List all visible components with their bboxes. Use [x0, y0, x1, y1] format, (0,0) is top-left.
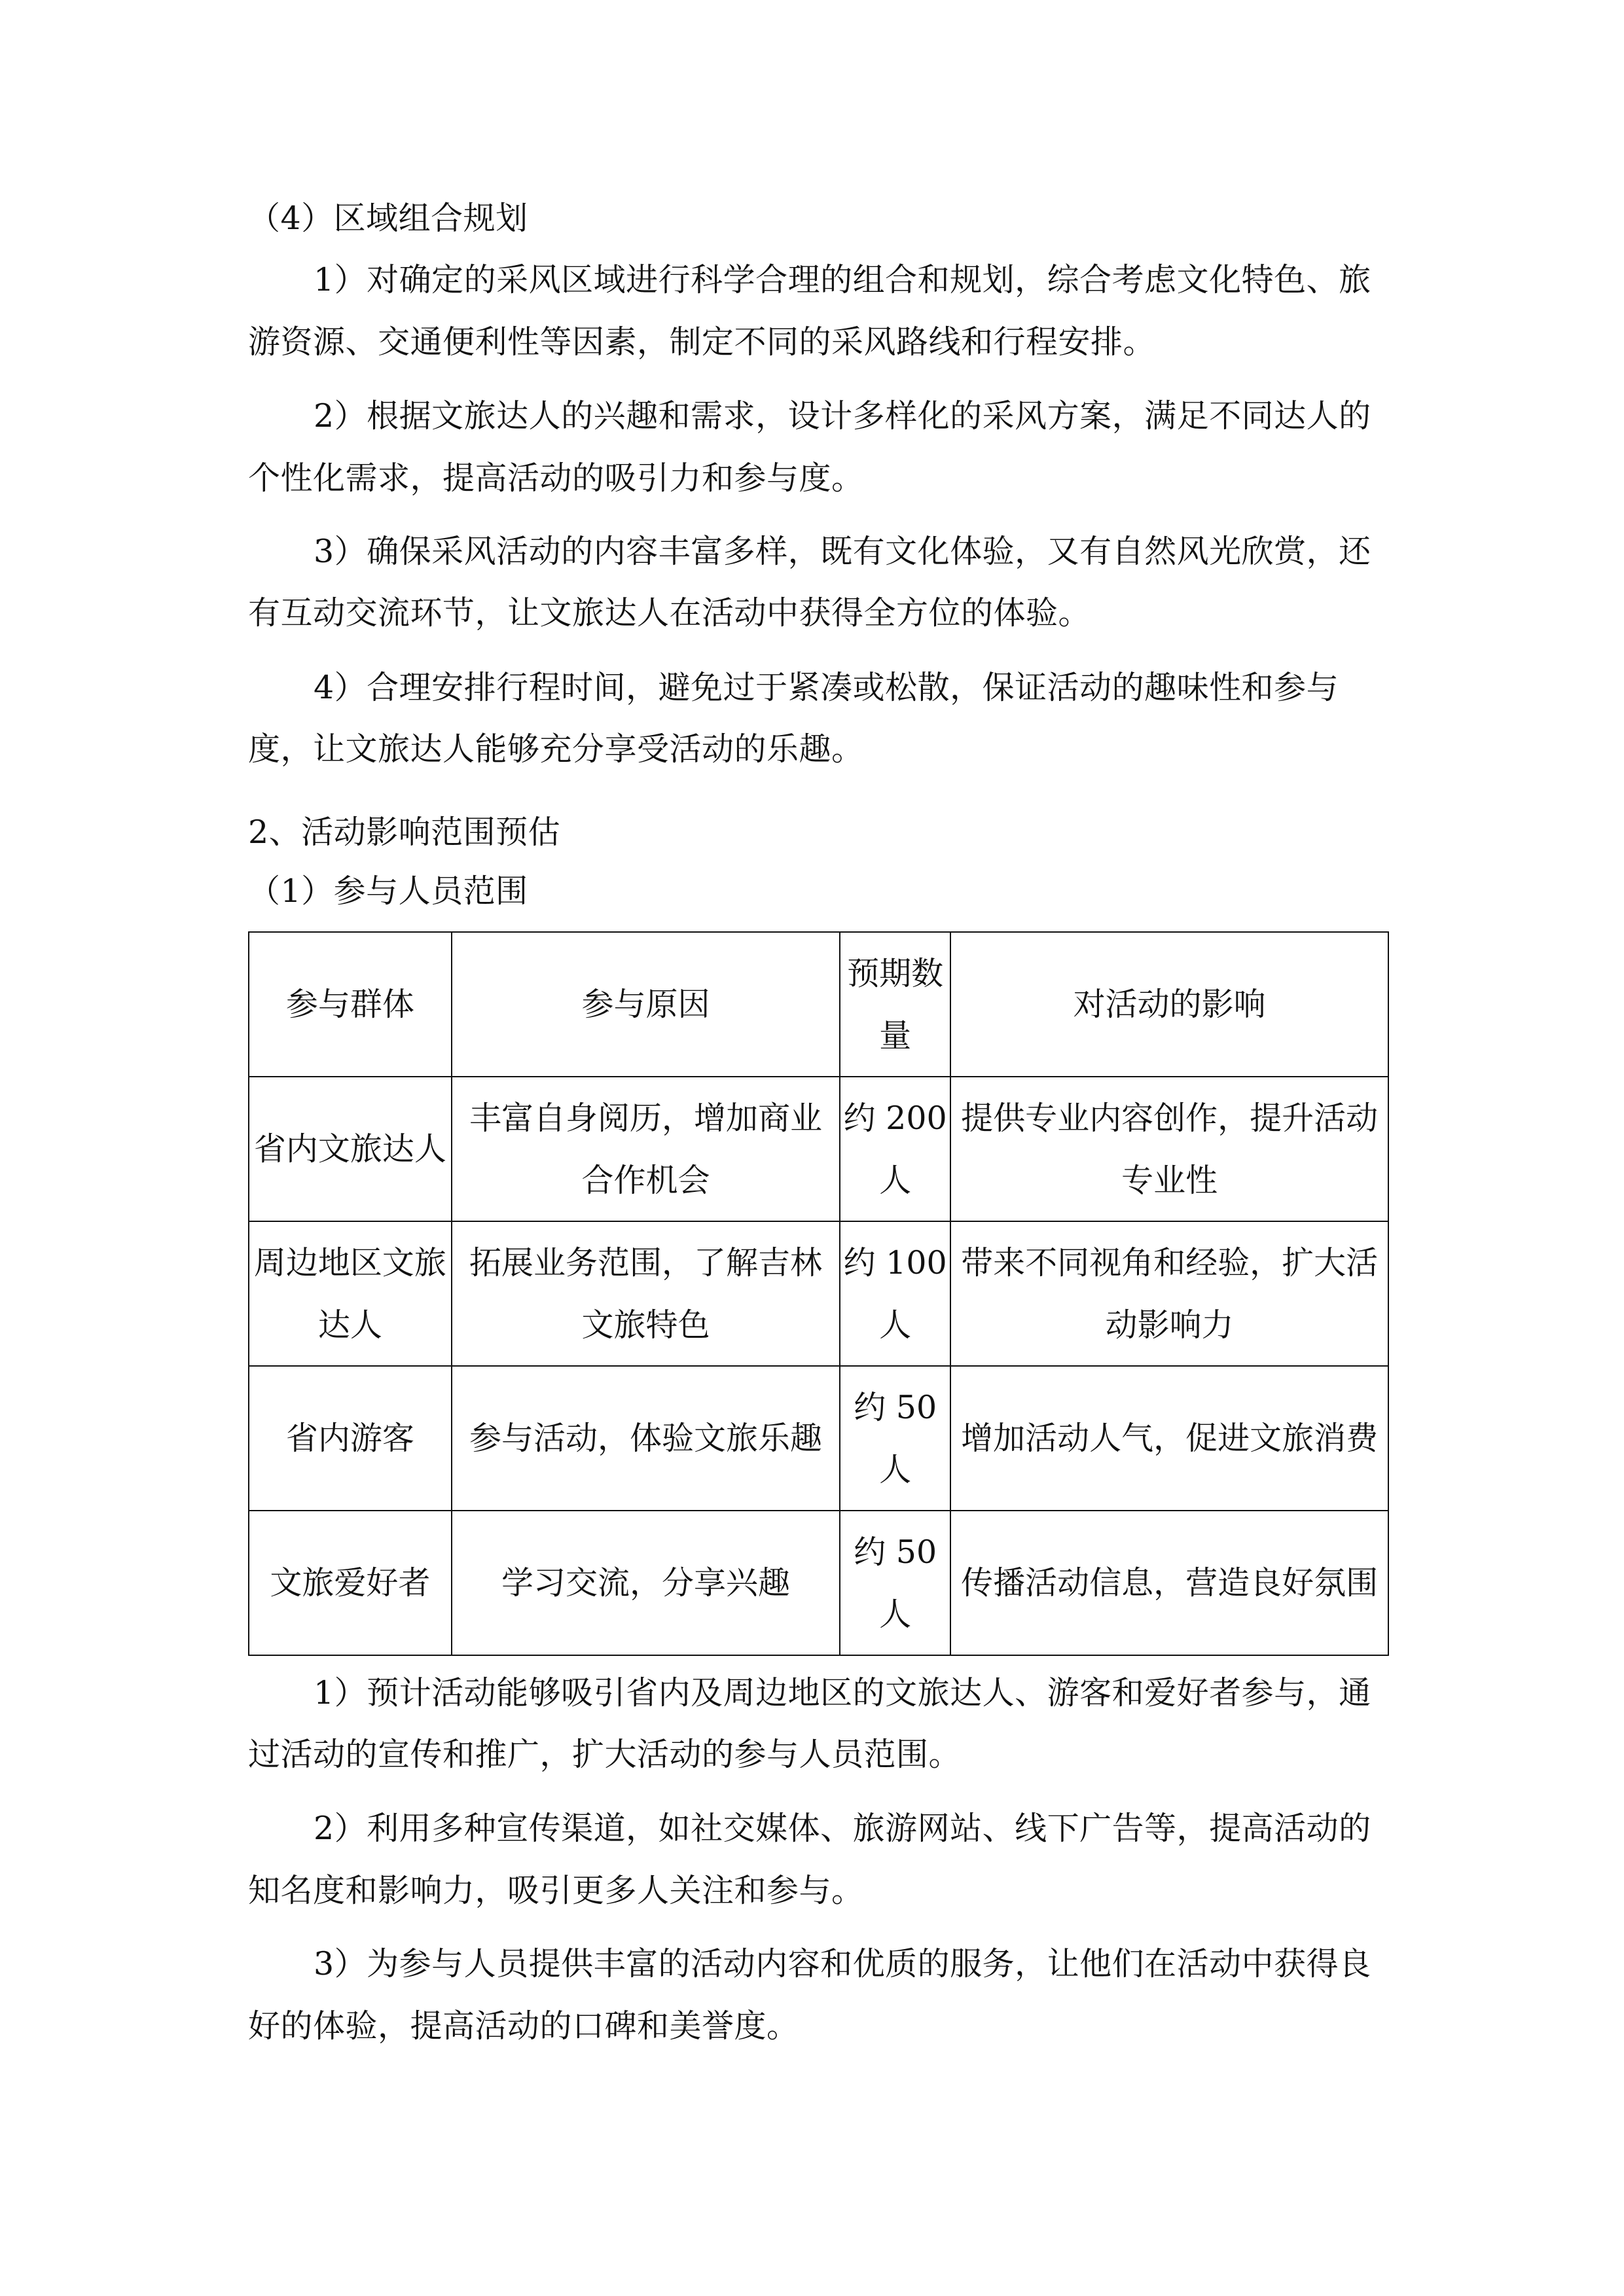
- table-header-cell: [950, 932, 1388, 1077]
- table-header-cell: [840, 932, 950, 1077]
- cell-line: 参与活动，体验文旅乐趣: [469, 1420, 822, 1457]
- table-cell: [840, 1366, 950, 1511]
- table-cell: [452, 1077, 840, 1221]
- cell-line: 学习交流，分享兴趣: [501, 1564, 790, 1602]
- table-cell: [840, 1511, 950, 1655]
- cell-line: 对活动的影响: [1073, 986, 1266, 1023]
- cell-line: 预期数: [847, 954, 944, 992]
- cell-line: 拓展业务范围，了解吉林: [469, 1244, 822, 1282]
- paragraph-line: 2）利用多种宣传渠道，如社交媒体、旅游网站、线下广告等，提高活动的: [314, 1810, 1371, 1847]
- cell-line: 周边地区文旅: [253, 1244, 446, 1282]
- table-cell: [950, 1077, 1388, 1221]
- section2-subheading: （1）参与人员范围: [248, 872, 528, 910]
- cell-line: 人: [879, 1161, 912, 1199]
- table-header-cell: [249, 932, 452, 1077]
- cell-line: 人: [879, 1595, 912, 1633]
- paragraph-line: 2）根据文旅达人的兴趣和需求，设计多样化的采风方案，满足不同达人的: [314, 397, 1371, 435]
- paragraph-line: 过活动的宣传和推广，扩大活动的参与人员范围。: [248, 1736, 962, 1773]
- table-cell: [249, 1366, 452, 1511]
- table-cell: [249, 1221, 452, 1366]
- cell-line: 参与原因: [581, 986, 710, 1023]
- cell-line: 人: [879, 1450, 912, 1488]
- table-cell: [840, 1221, 950, 1366]
- cell-line: 丰富自身阅历，增加商业: [469, 1099, 822, 1137]
- table-row: [249, 1077, 1388, 1221]
- cell-line: 人: [879, 1306, 912, 1344]
- cell-line: 省内游客: [285, 1420, 414, 1457]
- section4-heading: （4）区域组合规划: [248, 200, 528, 237]
- cell-line: 增加活动人气，促进文旅消费: [961, 1420, 1379, 1457]
- cell-line: 约 50: [854, 1388, 937, 1426]
- participants-table: [248, 931, 1389, 1656]
- table-cell: [452, 1221, 840, 1366]
- paragraph-line: 3）确保采风活动的内容丰富多样，既有文化体验，又有自然风光欣赏，还: [314, 533, 1371, 570]
- table-cell: [840, 1077, 950, 1221]
- cell-line: 约 200: [843, 1099, 947, 1137]
- cell-line: 约 50: [854, 1533, 937, 1571]
- table-row: [249, 1221, 1388, 1366]
- paragraph-line: 游资源、交通便利性等因素，制定不同的采风路线和行程安排。: [248, 323, 1156, 361]
- cell-line: 约 100: [843, 1244, 947, 1282]
- paragraph-line: 1）预计活动能够吸引省内及周边地区的文旅达人、游客和爱好者参与，通: [314, 1674, 1371, 1712]
- table-cell: [950, 1511, 1388, 1655]
- table-cell: [249, 1511, 452, 1655]
- paragraph-line: 1）对确定的采风区域进行科学合理的组合和规划，综合考虑文化特色、旅: [314, 261, 1371, 298]
- paragraph-line: 个性化需求，提高活动的吸引力和参与度。: [248, 459, 864, 497]
- cell-line: 参与群体: [285, 986, 414, 1023]
- cell-line: 动影响力: [1105, 1306, 1234, 1344]
- table-row: [249, 1511, 1388, 1655]
- table-cell: [452, 1366, 840, 1511]
- table-header-cell: [452, 932, 840, 1077]
- cell-line: 文旅特色: [581, 1306, 710, 1344]
- table-cell: [452, 1511, 840, 1655]
- cell-line: 提供专业内容创作，提升活动: [961, 1099, 1379, 1137]
- paragraph-line: 4）合理安排行程时间，避免过于紧凑或松散，保证活动的趣味性和参与: [314, 669, 1339, 706]
- table-cell: [249, 1077, 452, 1221]
- cell-line: 专业性: [1121, 1161, 1218, 1199]
- table-cell: [950, 1221, 1388, 1366]
- section2-heading: 2、活动影响范围预估: [248, 814, 561, 851]
- cell-line: 量: [879, 1016, 912, 1054]
- paragraph-line: 3）为参与人员提供丰富的活动内容和优质的服务，让他们在活动中获得良: [314, 1945, 1371, 1982]
- cell-line: 省内文旅达人: [253, 1130, 446, 1168]
- table-cell: [950, 1366, 1388, 1511]
- cell-line: 带来不同视角和经验，扩大活: [961, 1244, 1379, 1282]
- table-row: [249, 1366, 1388, 1511]
- cell-line: 达人: [317, 1306, 382, 1344]
- paragraph-line: 知名度和影响力，吸引更多人关注和参与。: [248, 1872, 864, 1909]
- table-header-row: [249, 932, 1388, 1077]
- cell-line: 传播活动信息，营造良好氛围: [961, 1564, 1379, 1602]
- paragraph-line: 有互动交流环节，让文旅达人在活动中获得全方位的体验。: [248, 594, 1091, 632]
- cell-line: 合作机会: [581, 1161, 710, 1199]
- paragraph-line: 度，让文旅达人能够充分享受活动的乐趣。: [248, 730, 864, 768]
- cell-line: 文旅爱好者: [270, 1564, 431, 1602]
- paragraph-line: 好的体验，提高活动的口碑和美誉度。: [248, 2007, 799, 2045]
